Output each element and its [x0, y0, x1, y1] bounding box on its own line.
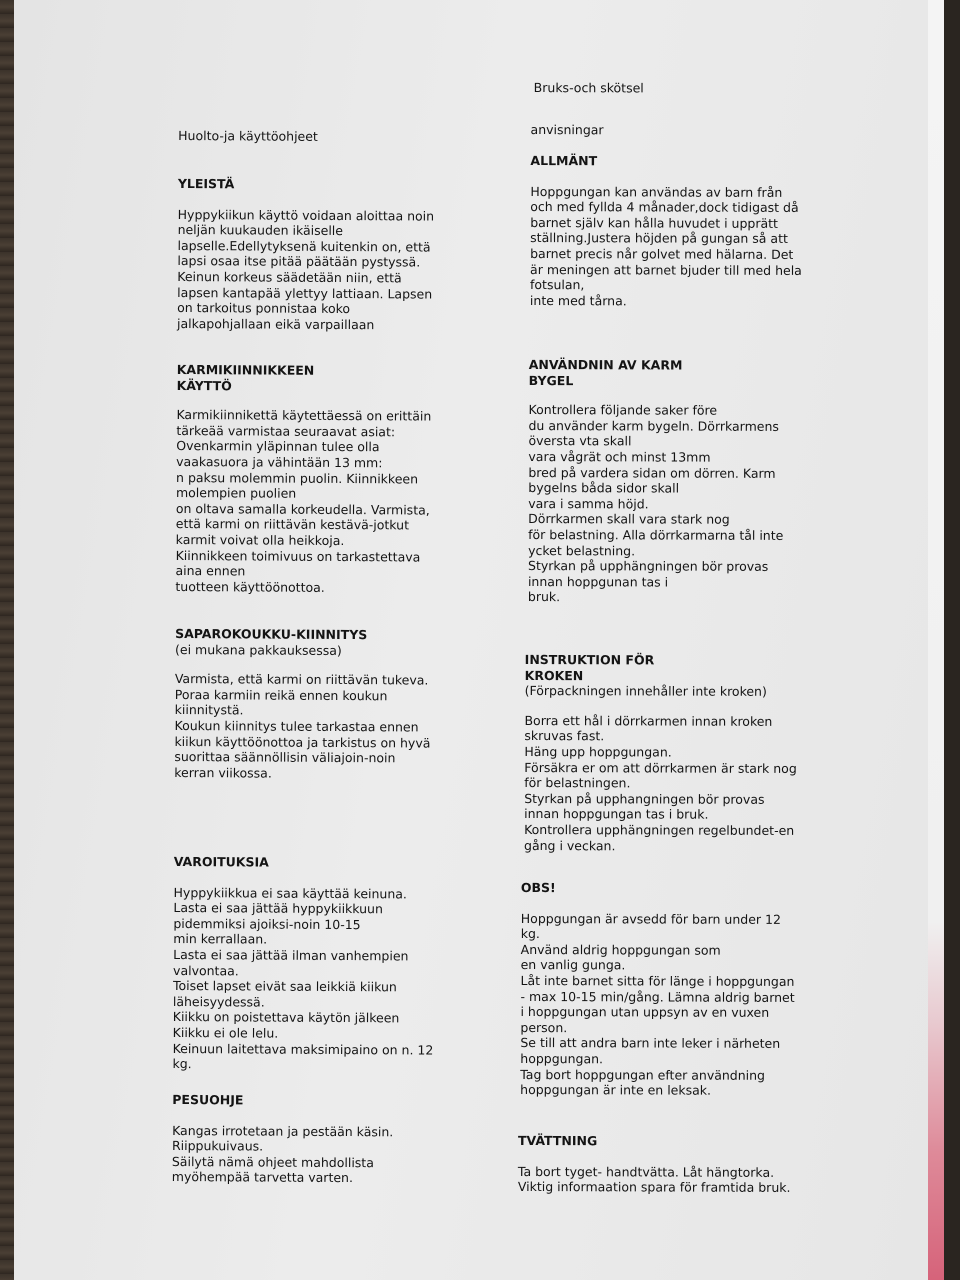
section-heading: KARMIKIINNIKKEEN: [176, 361, 315, 378]
finnish-section-general: [177, 176, 434, 333]
instruction-sheet: [14, 0, 944, 1280]
section-body: Kangas irrotetaan ja pestään käsin. Riippukuivaus. Säilytä nämä ohjeet mahdollista myöhempää tarvetta varten.: [171, 1122, 394, 1186]
section-body: Varmista, että karmi on riittävän tukeva. Poraa karmiin reikä ennen koukun kiinnitystä. Koukun kiinnitys tulee tarkastaa ennen kiikun käyttöönottoa ja tarkistus on hyvä suorittaa säännöllisin väliajoin-noin kerran viikossa.: [174, 671, 431, 781]
section-subheading: (Förpackningen innehåller inte kroken): [524, 683, 767, 700]
swedish-section-frame-bracket: [528, 357, 784, 606]
section-subheading: (ei mukana pakkauksessa): [174, 641, 342, 658]
section-heading: INSTRUKTION FÖR: [524, 651, 655, 668]
finnish-section-frame-bracket: [175, 362, 431, 596]
section-heading: TVÄTTNING: [517, 1132, 598, 1149]
section-heading: VAROITUKSIA: [173, 853, 269, 870]
section-body: Hoppgungan är avsedd för barn under 12 kg. Använd aldrig hoppgungan som en vanlig gunga. Låt inte barnet sitta för länge i hoppgungan - max 10-15 min/gång. Lämna aldrig barnet i hoppgungan utan uppsyn av en vuxen person. Se till att andra barn inte leker i närheten hoppgungan. Tag bort hoppgungan efter användning hoppgungan är inte en leksak.: [520, 910, 795, 1098]
swedish-section-general: [530, 153, 802, 309]
section-body: Borra ett hål i dörrkarmen innan kroken skruvas fast. Häng upp hoppgungan. Försäkra er om att dörrkarmen är stark nog för belastningen. Styrkan på upphangningen bör provas innan hoppgungan tas i bruk. Kontrollera upphängningen regelbundet-en gång i veckan.: [524, 712, 797, 853]
box-edge-left: [0, 0, 14, 1280]
section-heading: SAPAROKOUKKU-KIINNITYS: [175, 625, 368, 643]
swedish-title: Bruks-och skötsel: [533, 80, 644, 96]
box-edge-right: [928, 0, 944, 1280]
swedish-section-hook: [524, 652, 797, 854]
section-body: Karmikiinnikettä käytettäessä on erittäin tärkeää varmistaa seuraavat asiat: Ovenkarmin yläpinnan tulee olla vaakasuora ja vähintään 13 mm: n paksu molemmin puolin. Kiinnikkeen molempien puolien on oltava samalla korkeudella. Varmista, että karmi on riittävän kestävä-jotkut karmit voivat olla heikkoja. Kiinnikkeen toimivuus on tarkastettava aina ennen tuotteen käyttöönottoa.: [175, 407, 432, 595]
section-heading: PESUOHJE: [172, 1091, 244, 1108]
finnish-title: Huolto-ja käyttöohjeet: [178, 127, 318, 144]
swedish-section-note: [520, 880, 795, 1099]
finnish-section-washing: [172, 1092, 394, 1186]
finnish-column: [171, 0, 479, 1186]
section-heading: KROKEN: [524, 667, 584, 683]
section-body: Hyppykiikun käyttö voidaan aloittaa noin neljän kuukauden ikäiselle lapselle.Edellytyksenä kuitenkin on, että lapsi osaa itse pitää päätään pystyssä. Keinun korkeus säädetään niin, että lapsen kantapää ylettyy lattiaan. Lapsen on tarkoitus ponnistaa koko jalkapohjallaan eikä varpaillaan: [176, 206, 435, 332]
section-heading: OBS!: [520, 879, 556, 896]
finnish-section-hook: [174, 626, 431, 782]
section-body: Ta bort tyget- handtvätta. Låt hängtorka. Viktig informaation spara för framtida bruk.: [517, 1163, 791, 1196]
section-heading: YLEISTÄ: [177, 175, 235, 192]
section-body: Kontrollera följande saker före du använder karm bygeln. Dörrkarmens översta vta skall vara vågrät och minst 13mm bred på vardera sidan om dörren. Karm bygelns båda sidor skall vara i samma höjd. Dörrkarmen skall vara stark nog för belastning. Alla dörrkarmarna tål inte ycket belastning. Styrkan på upphängningen bör provas innan hoppgunan tas i bruk.: [527, 402, 784, 605]
finnish-section-warnings: [172, 854, 434, 1073]
swedish-section-washing: [518, 1133, 791, 1196]
section-heading: BYGEL: [528, 372, 574, 388]
swedish-title-continued: anvisningar: [530, 122, 604, 138]
section-heading: KÄYTTÖ: [176, 377, 232, 393]
section-body: Hyppykiikkua ei saa käyttää keinuna. Lasta ei saa jättää hyppykiikkuun pidemmiksi ajoiksi-noin 10-15 min kerrallaan. Lasta ei saa jättää ilman vanhempien valvontaa. Toiset lapset eivät saa leikkiä kiikun läheisyydessä. Kiikku on poistettava käytön jälkeen Kiikku ei ole lelu. Keinuun laitettava maksimipaino on n. 12 kg.: [172, 884, 434, 1072]
swedish-column: [517, 0, 829, 1196]
section-heading: ANVÄNDNIN AV KARM: [528, 357, 683, 373]
section-heading: ALLMÄNT: [530, 153, 598, 169]
section-body: Hoppgungan kan användas av barn från och med fyllda 4 månader,dock tidigast då barnet själv kan hålla huvudet i upprätt ställning.Justera höjden på gungan så att barnet precis når golvet med hälarna. Det är meningen att barnet bjuder till med hela fotsulan, inte med tårna.: [529, 183, 802, 309]
